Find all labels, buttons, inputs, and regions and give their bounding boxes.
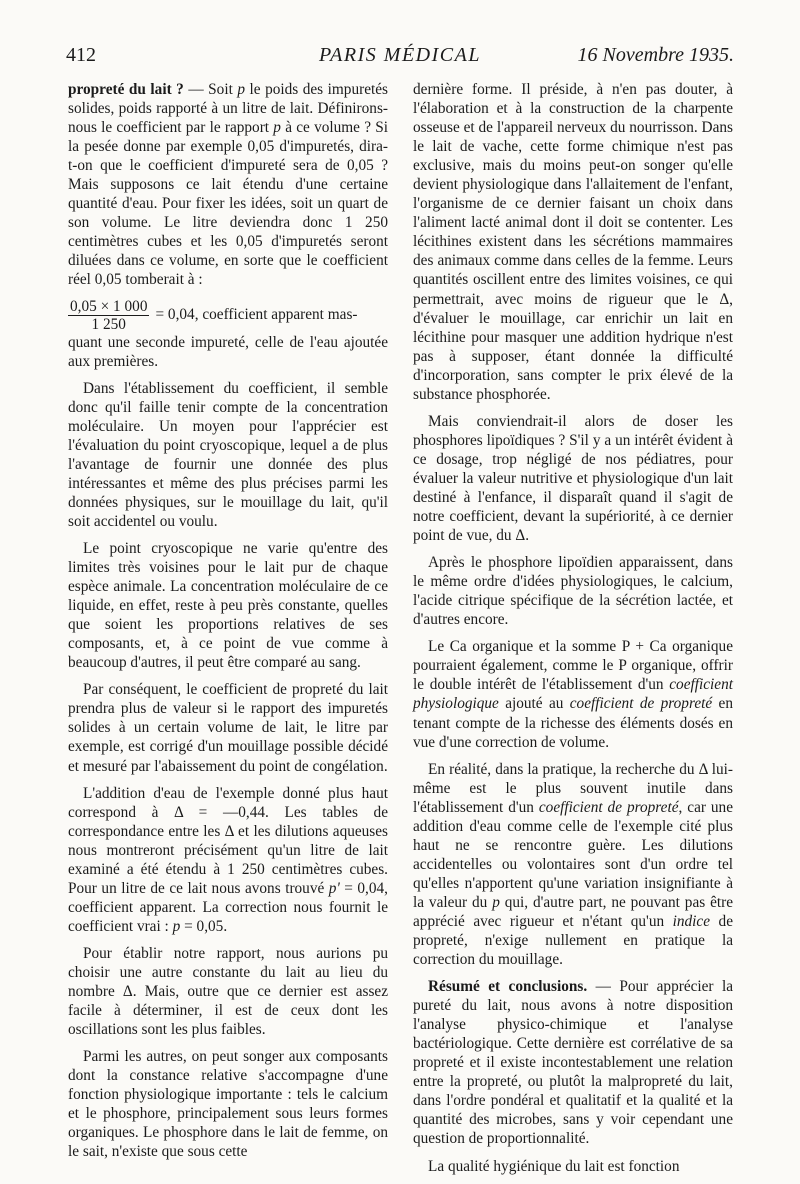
variable-p-prime: p' xyxy=(328,879,340,897)
fraction-denominator: 1 250 xyxy=(91,315,126,333)
variable-p: p xyxy=(492,893,500,911)
paragraph: Résumé et conclusions. — Pour apprécier la pureté du lait, nous avons à notre disposition l'analyse physico-chimique et l'analyse bactériologique. Cette dernière est corrélative de sa propreté et il existe incontestablement une relation entre la propreté, ou plutôt la malpropreté du lait, dans l'ordre pondéral et qualitatif et la qualité et la quantité des microbes, sans y voir cependant une question de proportionnalité. xyxy=(413,978,733,1148)
fraction xyxy=(68,298,149,333)
section-heading-resume: Résumé et conclusions. xyxy=(428,978,588,996)
journal-title: PARIS MÉDICAL xyxy=(319,44,481,66)
paragraph: Parmi les autres, on peut songer aux composants dont la constance relative s'accompagne d'une fonction physiologique importante : tels le calcium et le phosphore, principalement sous leurs formes organiques. Le phosphore dans le lait de femme, on le sait, n'existe que sous cette xyxy=(68,1048,388,1161)
paragraph: propreté du lait ? — Soit p le poids des impuretés solides, poids rapporté à un litre de lait. Définirons-nous le coefficient par le rapport p à ce volume ? Si la pesée donne par exemple 0,05 d'impuretés, dira-t-on que le coefficient d'impureté sera de 0,05 ? Mais supposons ce lait étendu d'une certaine quantité d'eau. Pour fixer les idées, soit un quart de son volume. Le litre deviendra donc 1 250 centimètres cubes et les 0,05 d'impuretés seront diluées dans ce volume, en sorte que le coefficient réel 0,05 tomberait à : xyxy=(68,81,388,289)
italic-term: coefficient de propreté xyxy=(538,798,679,816)
paragraph: Après le phosphore lipoïdien apparaissent, dans le même ordre d'idées physiologiques, le calcium, l'acide citrique spécifique de la sécrétion lactée, et d'autres encore. xyxy=(413,554,733,629)
italic-term: coefficient physiologique xyxy=(413,676,733,713)
paragraph: Le point cryoscopique ne varie qu'entre des limites très voisines pour le lait pur de chaque espèce animale. La concentration moléculaire de ce liquide, en effet, reste à peu près constante, quelles que soient les proportions relatives de ses composants, et, à ce point de vue comme à beaucoup d'autres, il peut être comparé au sang. xyxy=(68,539,388,672)
issue-date: 16 Novembre 1935. xyxy=(577,44,734,66)
paragraph: Par conséquent, le coefficient de propreté du lait prendra plus de valeur si le rapport des impuretés solides à un certain volume de lait, le litre par exemple, est corrigé d'un mouillage possible décidé et mesuré par l'abaissement du point de congélation. xyxy=(68,681,388,775)
paragraph: La qualité hygiénique du lait est fonction xyxy=(428,1157,680,1175)
paragraph: Le Ca organique et la somme P + Ca organique pourraient également, comme le P organique, offrir le double intérêt de l'établissement d'un coefficient physiologique ajouté au coefficient de propreté en tenant compte de la richesse des éléments dosés en vue d'une correction de volume. xyxy=(413,638,733,751)
paragraph: quant une seconde impureté, celle de l'eau ajoutée aux premières. xyxy=(68,333,388,370)
paragraph: Pour établir notre rapport, nous aurions pu choisir une autre constante du lait au lieu du nombre Δ. Mais, outre que ce dernier est assez facile à déterminer, il est de ceux dont les oscillations sont les plus faibles. xyxy=(68,944,388,1039)
italic-term: coefficient de propreté xyxy=(569,695,713,713)
section-lead: propreté du lait ? xyxy=(68,81,184,98)
paragraph: En réalité, dans la pratique, la recherche du Δ lui-même est le plus souvent inutile dans l'établissement d'un coefficient de propreté, car une addition d'eau comme celle de l'exemple cité plus haut ne se rencontre guère. Les dilutions accidentelles ou volontaires sont d'un ordre tel qu'elles n'apportent qu'une variation insignifiante à la valeur du p qui, d'autre part, ne pouvant pas être apprécié avec rigueur et n'étant qu'un indice de propreté, n'exige nullement en pratique la correction du mouillage. xyxy=(413,760,733,969)
page-number: 412 xyxy=(66,44,96,66)
right-column xyxy=(413,80,733,1184)
paragraph: L'addition d'eau de l'exemple donné plus haut correspond à Δ = —0,44. Les tables de correspondance entre les Δ et les dilutions aqueuses nous montreront précisément qu'un litre de lait examiné a été étendu à 1 250 centimètres cubes. Pour un litre de ce lait nous avons trouvé p' = 0,04, coefficient apparent. La correction nous fournit le coefficient vrai : p = 0,05. xyxy=(68,784,388,935)
variable-p: p xyxy=(273,119,281,137)
fraction-numerator: 0,05 × 1 000 xyxy=(70,297,148,315)
paragraph: dernière forme. Il préside, à n'en pas douter, à l'élaboration et à la construction de la charpente osseuse et de l'appareil nerveux du nourrisson. Dans le lait de vache, cette forme chimique n'est pas exclusive, mais du moins peut-on songer qu'elle devient physiologique dans l'allaitement de l'enfant, l'organisme de ce dernier faisant un choix dans l'aliment lacté animal dont il doit se contenter. Les lécithines existent dans les sécrétions mammaires des animaux comme dans celles de la femme. Leurs quantités oscillent entre des limites voisines, ce qui permettrait, avec moins de rigueur que le Δ, d'évaluer le mouillage, car enrichir un lait en lécithine pour masquer une addition hydrique n'est pas à supposer, étant donnée la difficulté d'incorporation, sans compter le prix élevé de la substance phosphorée. xyxy=(413,81,733,403)
fraction-formula xyxy=(68,298,388,333)
running-header xyxy=(66,44,734,74)
paragraph: Mais conviendrait-il alors de doser les phosphores lipoïdiques ? S'il y a un intérêt évident à ce dosage, trop négligé de nos pédiatres, pour évaluer la valeur nutritive et physiologique d'un lait destiné à l'enfance, il disparaît quand il s'agit de notre coefficient, devant la supériorité, à ce dernier point de vue, du Δ. xyxy=(413,412,733,545)
paragraph: Dans l'établissement du coefficient, il semble donc qu'il faille tenir compte de la concentration moléculaire. Un moyen pour l'apprécier est l'évaluation du point cryoscopique, lequel a de plus l'avantage de fournir une donnée des plus intéressantes et même des plus précises parmi les données physiques, sur le mouillage du lait, qu'il soit accidentel ou voulu. xyxy=(68,379,388,530)
fraction-result: = 0,04, coefficient apparent mas- xyxy=(155,306,358,324)
italic-term: indice xyxy=(672,912,711,930)
left-column xyxy=(68,80,388,1169)
variable-p: p xyxy=(237,81,245,98)
variable-p: p xyxy=(172,917,181,935)
